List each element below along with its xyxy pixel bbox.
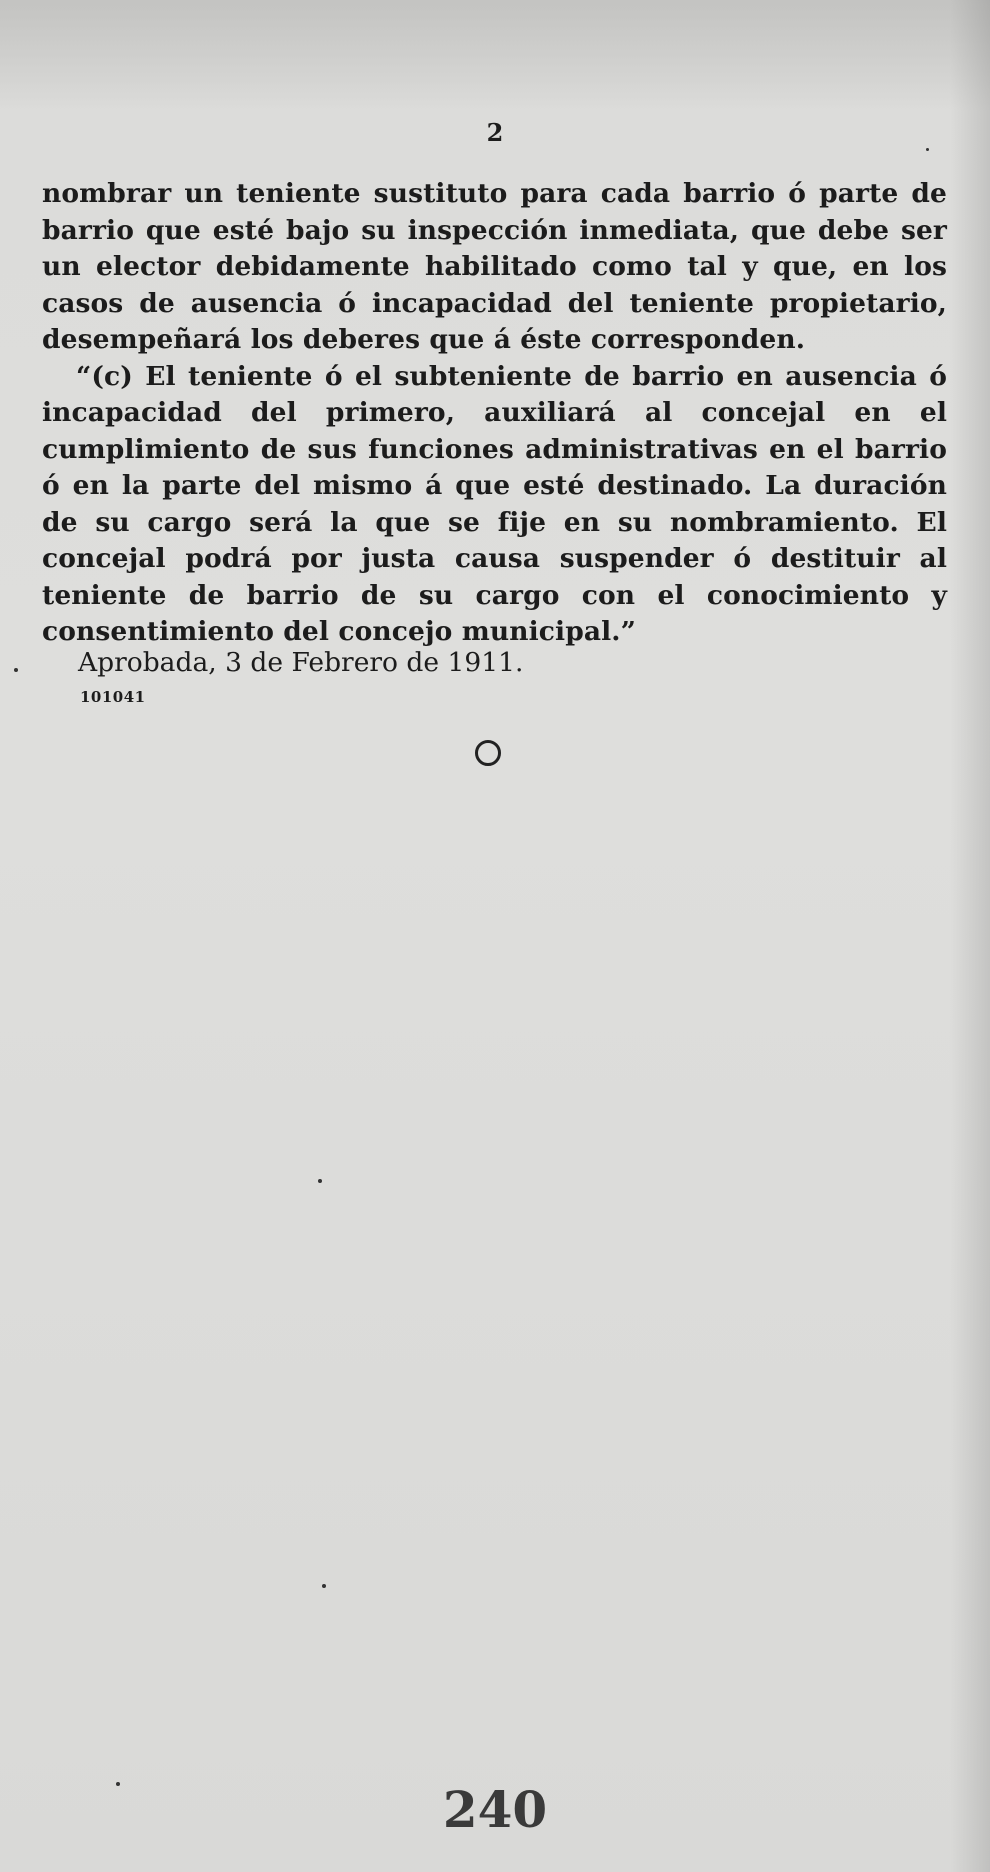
- scan-edge-shadow: [950, 0, 990, 1872]
- scan-speck: [14, 668, 18, 672]
- paragraph-continuation: nombrar un teniente sustituto para cada barrio ó parte de barrio que esté bajo su inspección inmediata, que debe ser un elector debidamente habilitado como tal y que, en los casos de ausencia ó incapacidad del teniente propietario, desempeñará los deberes que á éste corresponden.: [42, 178, 947, 355]
- end-of-section-circle-mark: [475, 740, 501, 766]
- page-footer-number: 240: [442, 1780, 548, 1839]
- scan-top-shading: [0, 0, 990, 110]
- document-code: 101041: [80, 688, 146, 706]
- scan-speck: [926, 148, 929, 151]
- approval-date: Aprobada, 3 de Febrero de 1911.: [78, 647, 524, 678]
- scan-speck: [322, 1584, 326, 1588]
- body-text: [42, 176, 947, 651]
- page-header-number: 2: [486, 118, 504, 147]
- paragraph-section-c: “(c) El teniente ó el subteniente de barrio en ausencia ó incapacidad del primero, auxiliará al concejal en el cumplimiento de sus funciones administrativas en el barrio ó en la parte del mismo á que esté destinado. La duración de su cargo será la que se fije en su nombramiento. El concejal podrá por justa causa suspender ó destituir al teniente de barrio de su cargo con el conocimiento y consentimiento del concejo municipal.”: [42, 360, 947, 647]
- scan-speck: [318, 1179, 322, 1183]
